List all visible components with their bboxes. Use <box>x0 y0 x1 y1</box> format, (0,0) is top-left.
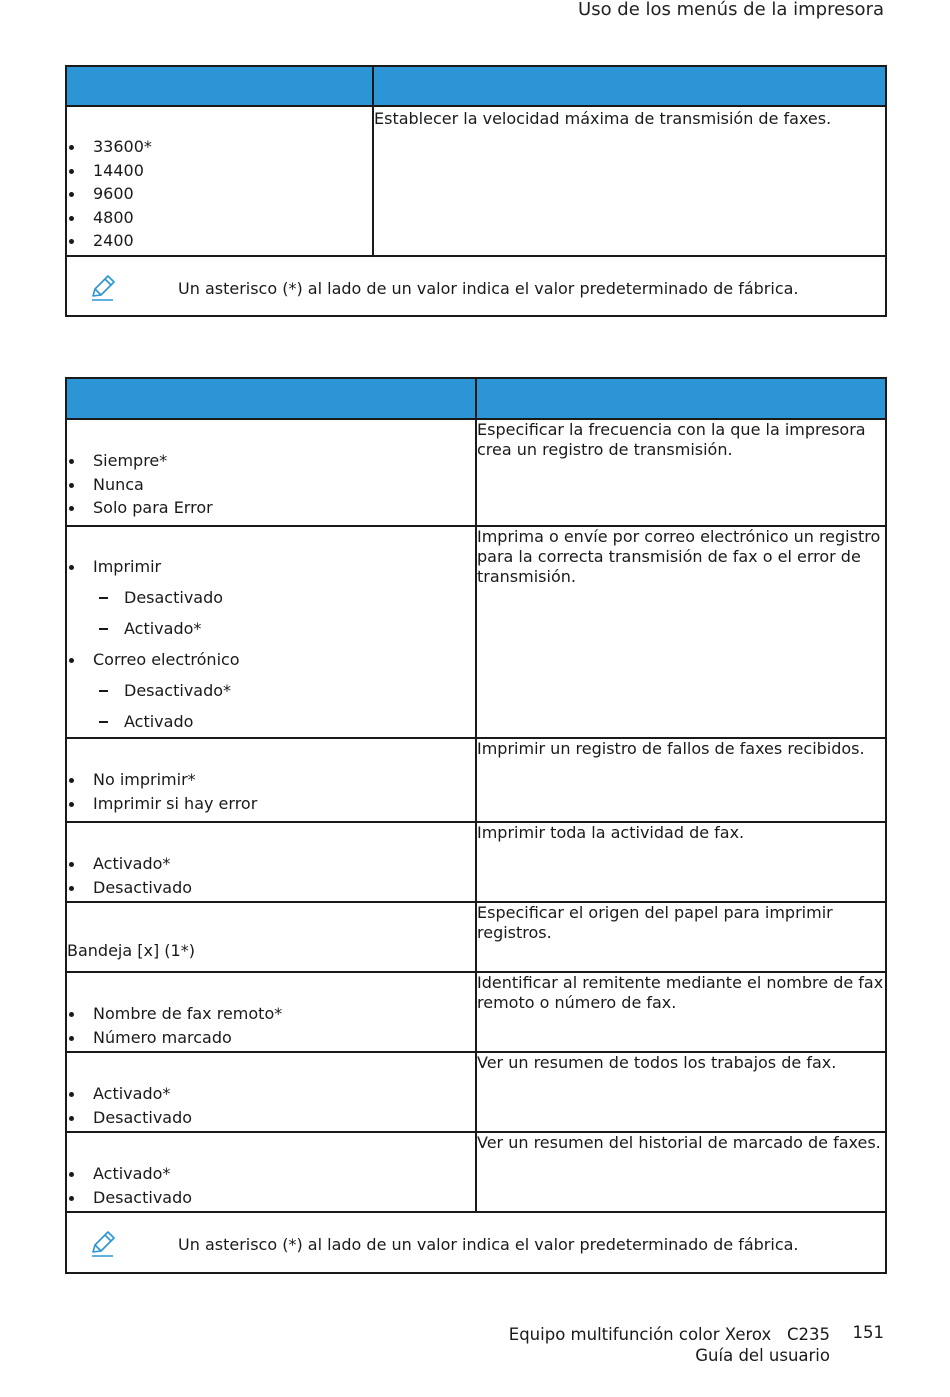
footer-product-name: Equipo multifunción color Xerox C235 <box>508 1325 830 1344</box>
description-cell <box>476 972 886 1052</box>
description-text: Establecer la velocidad máxima de transmisión de faxes. <box>374 109 832 128</box>
list-item: Correo electrónico <box>67 644 475 675</box>
list-subitem: Desactivado* <box>67 675 475 706</box>
list-item: Activado* <box>67 1082 475 1106</box>
description-text: Especificar el origen del papel para imprimir registros. <box>477 903 833 942</box>
list-item: Imprimir si hay error <box>67 792 475 816</box>
fax-log-table <box>65 377 887 1274</box>
list-item: 2400 <box>67 229 372 253</box>
list-item: Número marcado <box>67 1026 475 1050</box>
list-subitem: Desactivado <box>67 582 475 613</box>
note-row <box>66 256 886 316</box>
table-row <box>66 526 886 738</box>
list-item: Desactivado <box>67 876 475 900</box>
list-item: Desactivado <box>67 1106 475 1130</box>
options-cell <box>66 738 476 822</box>
list-item: 14400 <box>67 159 372 183</box>
list-item: Activado* <box>67 1162 475 1186</box>
description-cell <box>476 822 886 902</box>
plain-value: Bandeja [x] (1*) <box>67 941 195 960</box>
description-cell <box>373 106 886 256</box>
note-text: Un asterisco (*) al lado de un valor indica el valor predeterminado de fábrica. <box>178 1235 799 1254</box>
table-header-row <box>66 66 886 106</box>
list-item: Siempre* <box>67 449 475 473</box>
list-item: No imprimir* <box>67 768 475 792</box>
note-row <box>66 1212 886 1273</box>
description-text: Ver un resumen del historial de marcado de faxes. <box>477 1133 881 1152</box>
options-cell <box>66 419 476 526</box>
options-cell <box>66 1132 476 1212</box>
table-row <box>66 902 886 972</box>
list-item: Activado* <box>67 852 475 876</box>
list-subitem: Activado* <box>67 613 475 644</box>
table-row <box>66 106 886 256</box>
note-cell <box>66 256 886 316</box>
description-text: Ver un resumen de todos los trabajos de fax. <box>477 1053 837 1072</box>
table-row <box>66 419 886 526</box>
options-cell <box>66 822 476 902</box>
list-item: 33600* <box>67 135 372 159</box>
description-cell <box>476 738 886 822</box>
list-item: 4800 <box>67 206 372 230</box>
table-row <box>66 1132 886 1212</box>
description-cell <box>476 526 886 738</box>
options-cell <box>66 1052 476 1132</box>
list-item: Desactivado <box>67 1186 475 1210</box>
options-cell <box>66 902 476 972</box>
list-item: Nombre de fax remoto* <box>67 1002 475 1026</box>
header-cell-description <box>373 66 886 106</box>
description-cell <box>476 902 886 972</box>
table-row <box>66 1052 886 1132</box>
list-item: Solo para Error <box>67 496 475 520</box>
pencil-icon <box>89 1228 117 1262</box>
note-text: Un asterisco (*) al lado de un valor indica el valor predeterminado de fábrica. <box>178 279 799 298</box>
header-cell-option <box>66 66 373 106</box>
table-row <box>66 822 886 902</box>
list-item: Nunca <box>67 473 475 497</box>
description-text: Imprima o envíe por correo electrónico un registro para la correcta transmisión de fax o el error de transmisión. <box>477 527 881 586</box>
options-cell <box>66 526 476 738</box>
list-item: Imprimir <box>67 551 475 582</box>
list-item: 9600 <box>67 182 372 206</box>
footer-guide-name: Guía del usuario <box>695 1346 830 1365</box>
list-subitem: Activado <box>67 706 475 737</box>
note-cell <box>66 1212 886 1273</box>
description-text: Identificar al remitente mediante el nombre de fax remoto o número de fax. <box>477 973 884 1012</box>
fax-speed-table <box>65 65 887 317</box>
description-cell <box>476 1052 886 1132</box>
table-row <box>66 738 886 822</box>
description-cell <box>476 419 886 526</box>
page-number: 151 <box>852 1323 884 1342</box>
description-text: Imprimir toda la actividad de fax. <box>477 823 745 842</box>
page-header-title: Uso de los menús de la impresora <box>578 0 884 20</box>
options-cell <box>66 972 476 1052</box>
table-row <box>66 972 886 1052</box>
header-cell-description <box>476 378 886 419</box>
description-cell <box>476 1132 886 1212</box>
description-text: Imprimir un registro de fallos de faxes recibidos. <box>477 739 865 758</box>
options-cell <box>66 106 373 256</box>
header-cell-option <box>66 378 476 419</box>
description-text: Especificar la frecuencia con la que la impresora crea un registro de transmisión. <box>477 420 866 459</box>
pencil-icon <box>89 272 117 306</box>
table-header-row <box>66 378 886 419</box>
